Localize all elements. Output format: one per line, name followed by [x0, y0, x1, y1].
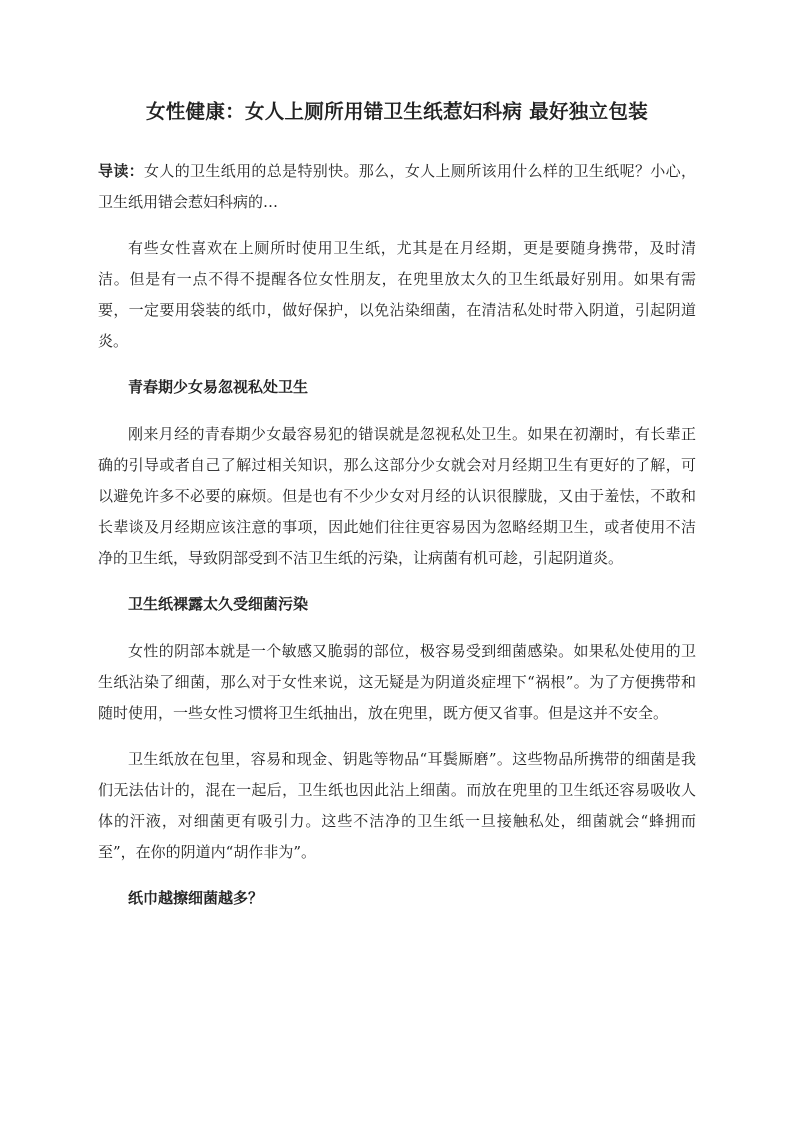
- lead-paragraph: [98, 156, 696, 218]
- body-paragraph-3: 女性的阴部本就是一个敏感又脆弱的部位，极容易受到细菌感染。如果私处使用的卫生纸沾染了细菌，那么对于女性来说，这无疑是为阴道炎症埋下“祸根”。为了方便携带和随时使用，一些女性习惯将卫生纸抽出，放在兜里，既方便又省事。但是这并不安全。: [98, 642, 696, 722]
- lead-label: 导读：: [98, 162, 145, 180]
- section-heading-1: 青春期少女易忽视私处卫生: [128, 378, 309, 396]
- body-paragraph-1: 有些女性喜欢在上厕所时使用卫生纸，尤其是在月经期，更是要随身携带，及时清洁。但是有一点不得不提醒各位女性朋友，在兜里放太久的卫生纸最好别用。如果有需要，一定要用袋装的纸巾，做好保护，以免沾染细菌，在清洁私处时带入阴道，引起阴道炎。: [98, 239, 696, 350]
- document-page: [98, 96, 696, 930]
- section-heading-3: 纸巾越擦细菌越多？: [128, 889, 264, 907]
- body-paragraph-4: 卫生纸放在包里，容易和现金、钥匙等物品“耳鬓厮磨”。这些物品所携带的细菌是我们无法估计的，混在一起后，卫生纸也因此沾上细菌。而放在兜里的卫生纸还容易吸收人体的汗液，对细菌更有吸引力。这些不洁净的卫生纸一旦接触私处，细菌就会“蜂拥而至”，在你的阴道内“胡作非为”。: [98, 750, 696, 861]
- lead-text: 女人的卫生纸用的总是特别快。那么，女人上厕所该用什么样的卫生纸呢？小心，卫生纸用错会惹妇科病的…: [98, 162, 696, 211]
- document-title: 女性健康：女人上厕所用错卫生纸惹妇科病 最好独立包装: [145, 100, 649, 123]
- section-heading-2: 卫生纸裸露太久受细菌污染: [128, 595, 309, 613]
- body-paragraph-2: 刚来月经的青春期少女最容易犯的错误就是忽视私处卫生。如果在初潮时，有长辈正确的引导或者自己了解过相关知识，那么这部分少女就会对月经期卫生有更好的了解，可以避免许多不必要的麻烦。但是也有不少少女对月经的认识很朦胧，又由于羞怯，不敢和长辈谈及月经期应该注意的事项，因此她们往往更容易因为忽略经期卫生，或者使用不洁净的卫生纸，导致阴部受到不洁卫生纸的污染，让病菌有机可趁，引起阴道炎。: [98, 425, 696, 567]
